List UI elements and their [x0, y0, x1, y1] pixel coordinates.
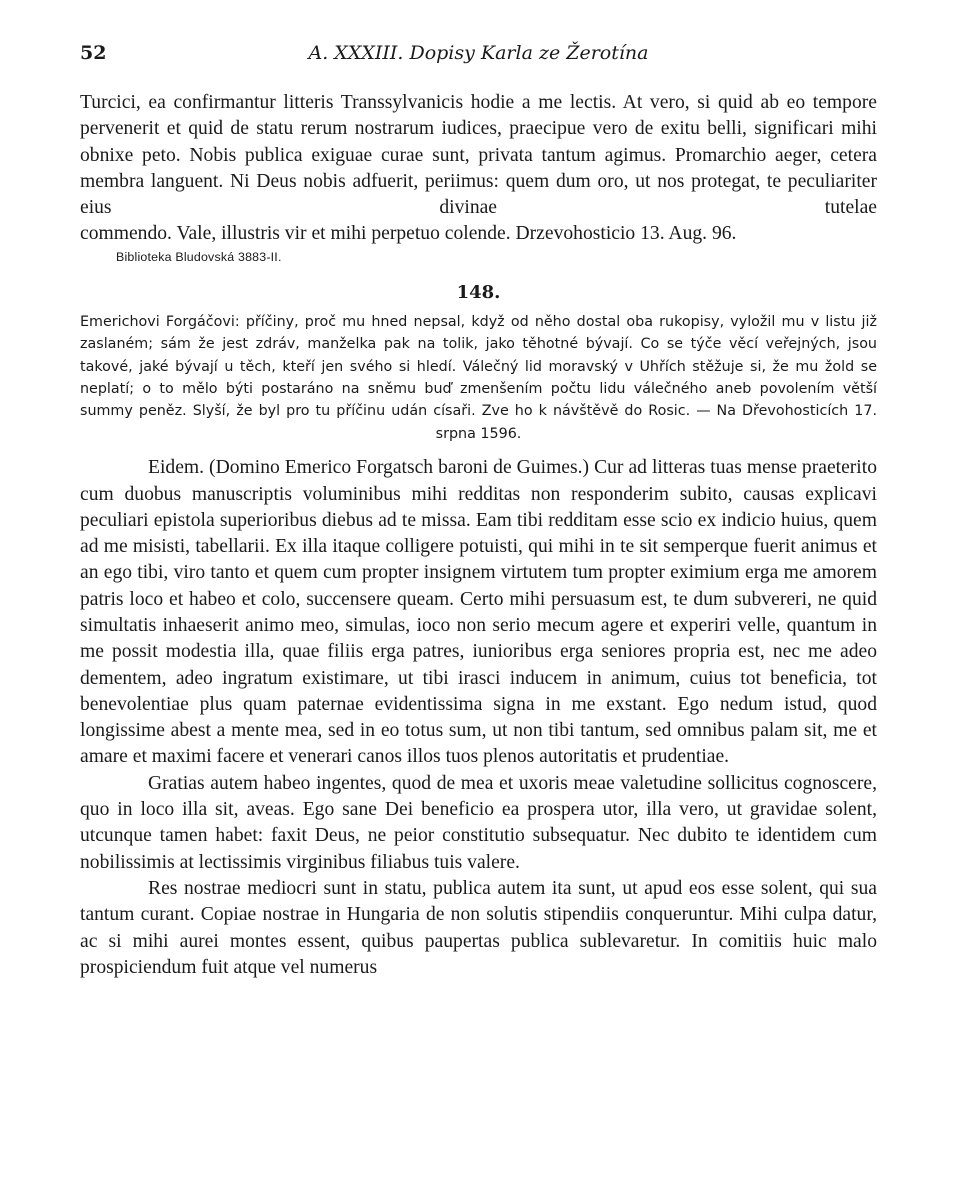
source-reference: Biblioteka Bludovská 3883-II.: [116, 249, 282, 264]
letter-paragraph: Res nostrae mediocri sunt in statu, publica autem ita sunt, ut apud eos esse solent, qui sua tantum curant. Copiae nostrae in Hungaria de non solutis stipendiis conqueruntur. Mihi culpa datur, ac si mihi aurei montes essent, quibus paupertas publica sublevaretur. In comitiis huic malo prospiciendum fuit atque vel numerus: [80, 877, 877, 978]
previous-letter-last-line: commendo. Vale, illustris vir et mihi perpetuo colende. Drzevohosticio 13. Aug. 96.: [80, 223, 737, 245]
page-number: 52: [80, 42, 107, 64]
letter-paragraph: Gratias autem habeo ingentes, quod de mea et uxoris meae valetudine sollicitus cognoscere, quo in loco illa sit, aveas. Ego sane Dei beneficio ea prospera utor, illa vero, ut gravidae solent, utcunque tamen habet: faxit Deus, ne peior constitutio subsequatur. Nec dubito te identidem cum nobilissimis at lectissimis virginibus filiabus tuis valere.: [80, 772, 877, 873]
document-page: [80, 38, 877, 981]
letter-body: [80, 455, 877, 981]
letter-summary: Emerichovi Forgáčovi: příčiny, proč mu hned nepsal, když od něho dostal oba rukopisy, vyložil mu v listu již zaslaném; sám že jest zdráv, manželka pak na tolik, jako těhotné bývají. Co se týče věcí veřejných, jsou takové, jaké bývají u těch, kteří jen svého si hledí. Válečný lid moravský v Uhřích stěžuje si, že mu žold se neplatí; o to mělo býti postaráno na sněmu buď zmenšením počtu lidu válečného aneb povolením větší summy peněz. Slyší, že byl pro tu příčinu udán císaři. Zve ho k návštěvě do Rosic. — Na Dřevohosticích 17. srpna 1596.: [80, 313, 877, 442]
letter-paragraph: Eidem. (Domino Emerico Forgatsch baroni de Guimes.) Cur ad litteras tuas mense praeterito cum duobus manuscriptis voluminibus mihi redditas non responderim subito, causas explicavi peculiari epistola superioribus diebus ad te missa. Eam tibi redditam esse scio ex indicio huius, quem ad me misisti, tabellarii. Ex illa itaque colligere potuisti, qui mihi in te sit semperque fuerit animus et an ego tibi, viro tanto et quem cum propter insignem virtutem tum propter eximium erga me amorem patris loco et habeo et colo, succensere queam. Certo mihi persuasum est, te dum subvereri, ne quid simultatis inhaeserit animo meo, simulas, ioco non serio mecum agere et experiri velle, quantum in me possit modestia illa, quae filiis erga patres, iunioribus erga seniores propria est, nec me adeo dementem, adeo ingratum existimare, ut tibi irasci inducem in animum, cuius tot beneficia, tot benevolentiae plus quam paternae evidentissima signa in me exstant. Ego nedum istud, quod longissime abest a mente mea, sed in eo totus sum, ut non tibi tantum, sed omnibus palam sit, me et amare et maximi facere et venerari canos illos tuos plenos autoritatis et prudentiae.: [80, 457, 877, 768]
previous-letter-main: Turcici, ea confirmantur litteris Transsylvanicis hodie a me lectis. At vero, si quid ab eo tempore pervenerit et quid de statu rerum nostrarum iudices, praecipue vero de exitu belli, significari mihi obnixe peto. Nobis publica exiguae curae sunt, privata tantum agimus. Promarchio aeger, cetera membra languent. Ni Deus nobis adfuerit, periimus: quem dum oro, ut nos protegat, te peculiariter eius divinae tutelae: [80, 92, 877, 219]
running-header: [80, 38, 877, 72]
letter-number: 148.: [456, 281, 501, 303]
previous-letter-text: [80, 90, 877, 248]
running-title: A. XXXIII. Dopisy Karla ze Žerotína: [308, 42, 649, 64]
